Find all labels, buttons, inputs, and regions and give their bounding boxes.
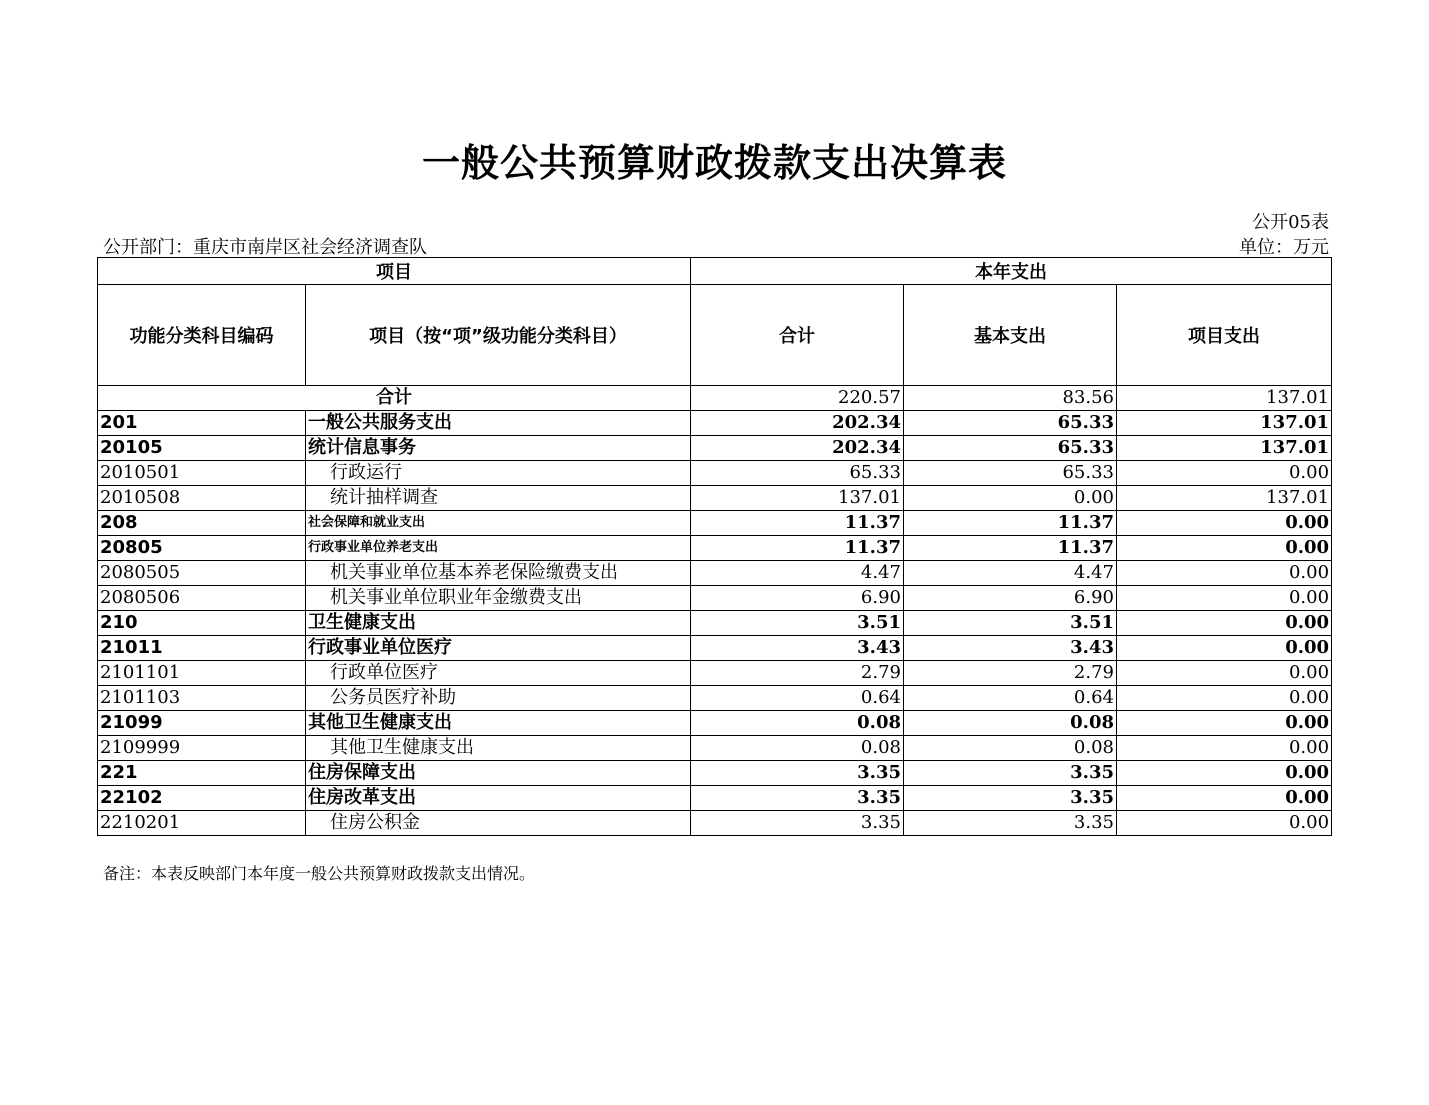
cell-name: 行政运行 — [306, 461, 691, 486]
cell-project: 0.00 — [1117, 611, 1332, 636]
cell-name: 其他卫生健康支出 — [306, 736, 691, 761]
cell-name: 卫生健康支出 — [306, 611, 691, 636]
table-row — [98, 786, 1332, 811]
cell-project: 0.00 — [1117, 786, 1332, 811]
table-row — [98, 611, 1332, 636]
cell-total: 3.35 — [691, 761, 904, 786]
cell-project: 0.00 — [1117, 686, 1332, 711]
cell-basic: 6.90 — [904, 586, 1117, 611]
cell-total: 0.08 — [691, 711, 904, 736]
expenditure-table — [97, 257, 1332, 836]
cell-project: 0.00 — [1117, 661, 1332, 686]
cell-total: 3.35 — [691, 786, 904, 811]
cell-basic: 11.37 — [904, 511, 1117, 536]
cell-basic: 3.43 — [904, 636, 1117, 661]
cell-code: 2101103 — [98, 686, 306, 711]
cell-total: 2.79 — [691, 661, 904, 686]
table-row — [98, 761, 1332, 786]
table-row — [98, 536, 1332, 561]
cell-project: 0.00 — [1117, 461, 1332, 486]
table-row — [98, 511, 1332, 536]
cell-project: 137.01 — [1117, 486, 1332, 511]
header-project-expense: 项目支出 — [1117, 285, 1332, 386]
cell-basic: 65.33 — [904, 461, 1117, 486]
header-project: 项目 — [98, 258, 691, 285]
cell-basic: 11.37 — [904, 536, 1117, 561]
cell-name: 社会保障和就业支出 — [306, 511, 691, 536]
cell-project: 0.00 — [1117, 536, 1332, 561]
cell-code: 20805 — [98, 536, 306, 561]
cell-name: 住房公积金 — [306, 811, 691, 836]
total-row-project: 137.01 — [1117, 386, 1332, 411]
table-row — [98, 461, 1332, 486]
table-row — [98, 411, 1332, 436]
table-row — [98, 636, 1332, 661]
table-row — [98, 661, 1332, 686]
cell-total: 202.34 — [691, 411, 904, 436]
total-row-total: 220.57 — [691, 386, 904, 411]
cell-code: 22102 — [98, 786, 306, 811]
header-basic: 基本支出 — [904, 285, 1117, 386]
cell-project: 0.00 — [1117, 511, 1332, 536]
header-current-year: 本年支出 — [691, 258, 1332, 285]
cell-code: 201 — [98, 411, 306, 436]
table-row — [98, 486, 1332, 511]
cell-project: 0.00 — [1117, 761, 1332, 786]
cell-code: 21099 — [98, 711, 306, 736]
cell-basic: 3.51 — [904, 611, 1117, 636]
table-row — [98, 436, 1332, 461]
cell-name: 统计抽样调查 — [306, 486, 691, 511]
cell-name: 行政事业单位医疗 — [306, 636, 691, 661]
cell-basic: 0.08 — [904, 736, 1117, 761]
cell-total: 11.37 — [691, 536, 904, 561]
cell-basic: 4.47 — [904, 561, 1117, 586]
cell-name: 机关事业单位基本养老保险缴费支出 — [306, 561, 691, 586]
header-name: 项目（按“项”级功能分类科目） — [306, 285, 691, 386]
cell-project: 0.00 — [1117, 711, 1332, 736]
cell-code: 2109999 — [98, 736, 306, 761]
table-row — [98, 686, 1332, 711]
cell-total: 11.37 — [691, 511, 904, 536]
cell-total: 137.01 — [691, 486, 904, 511]
cell-basic: 65.33 — [904, 436, 1117, 461]
cell-code: 221 — [98, 761, 306, 786]
table-row — [98, 586, 1332, 611]
header-row-group — [98, 258, 1332, 285]
cell-name: 一般公共服务支出 — [306, 411, 691, 436]
cell-total: 0.64 — [691, 686, 904, 711]
cell-total: 3.35 — [691, 811, 904, 836]
cell-basic: 3.35 — [904, 761, 1117, 786]
cell-basic: 65.33 — [904, 411, 1117, 436]
cell-basic: 3.35 — [904, 786, 1117, 811]
cell-name: 机关事业单位职业年金缴费支出 — [306, 586, 691, 611]
form-number: 公开05表 — [1252, 212, 1329, 233]
table-row — [98, 811, 1332, 836]
cell-total: 202.34 — [691, 436, 904, 461]
cell-name: 统计信息事务 — [306, 436, 691, 461]
cell-total: 3.51 — [691, 611, 904, 636]
header-row-columns — [98, 285, 1332, 386]
cell-code: 2010508 — [98, 486, 306, 511]
unit-label: 单位：万元 — [1239, 237, 1329, 258]
cell-basic: 0.00 — [904, 486, 1117, 511]
cell-project: 0.00 — [1117, 736, 1332, 761]
header-code: 功能分类科目编码 — [98, 285, 306, 386]
table-row — [98, 561, 1332, 586]
total-row-basic: 83.56 — [904, 386, 1117, 411]
header-total: 合计 — [691, 285, 904, 386]
cell-project: 0.00 — [1117, 561, 1332, 586]
cell-project: 137.01 — [1117, 411, 1332, 436]
cell-project: 0.00 — [1117, 811, 1332, 836]
cell-name: 行政单位医疗 — [306, 661, 691, 686]
cell-total: 4.47 — [691, 561, 904, 586]
cell-name: 住房改革支出 — [306, 786, 691, 811]
cell-total: 3.43 — [691, 636, 904, 661]
cell-basic: 0.08 — [904, 711, 1117, 736]
cell-basic: 0.64 — [904, 686, 1117, 711]
cell-code: 210 — [98, 611, 306, 636]
cell-total: 0.08 — [691, 736, 904, 761]
cell-name: 其他卫生健康支出 — [306, 711, 691, 736]
table-row — [98, 711, 1332, 736]
table-row — [98, 736, 1332, 761]
cell-code: 2080506 — [98, 586, 306, 611]
cell-total: 6.90 — [691, 586, 904, 611]
cell-basic: 2.79 — [904, 661, 1117, 686]
cell-code: 20105 — [98, 436, 306, 461]
page-title: 一般公共预算财政拨款支出决算表 — [421, 141, 1007, 185]
cell-project: 0.00 — [1117, 636, 1332, 661]
cell-code: 2101101 — [98, 661, 306, 686]
total-row-label: 合计 — [98, 386, 691, 411]
cell-code: 2210201 — [98, 811, 306, 836]
cell-project: 0.00 — [1117, 586, 1332, 611]
cell-basic: 3.35 — [904, 811, 1117, 836]
cell-code: 208 — [98, 511, 306, 536]
cell-name: 住房保障支出 — [306, 761, 691, 786]
cell-code: 2080505 — [98, 561, 306, 586]
cell-name: 行政事业单位养老支出 — [306, 536, 691, 561]
cell-project: 137.01 — [1117, 436, 1332, 461]
cell-code: 2010501 — [98, 461, 306, 486]
footnote: 备注：本表反映部门本年度一般公共预算财政拨款支出情况。 — [103, 864, 536, 883]
cell-name: 公务员医疗补助 — [306, 686, 691, 711]
cell-total: 65.33 — [691, 461, 904, 486]
cell-code: 21011 — [98, 636, 306, 661]
department-label: 公开部门：重庆市南岸区社会经济调查队 — [103, 237, 427, 258]
total-row — [98, 386, 1332, 411]
